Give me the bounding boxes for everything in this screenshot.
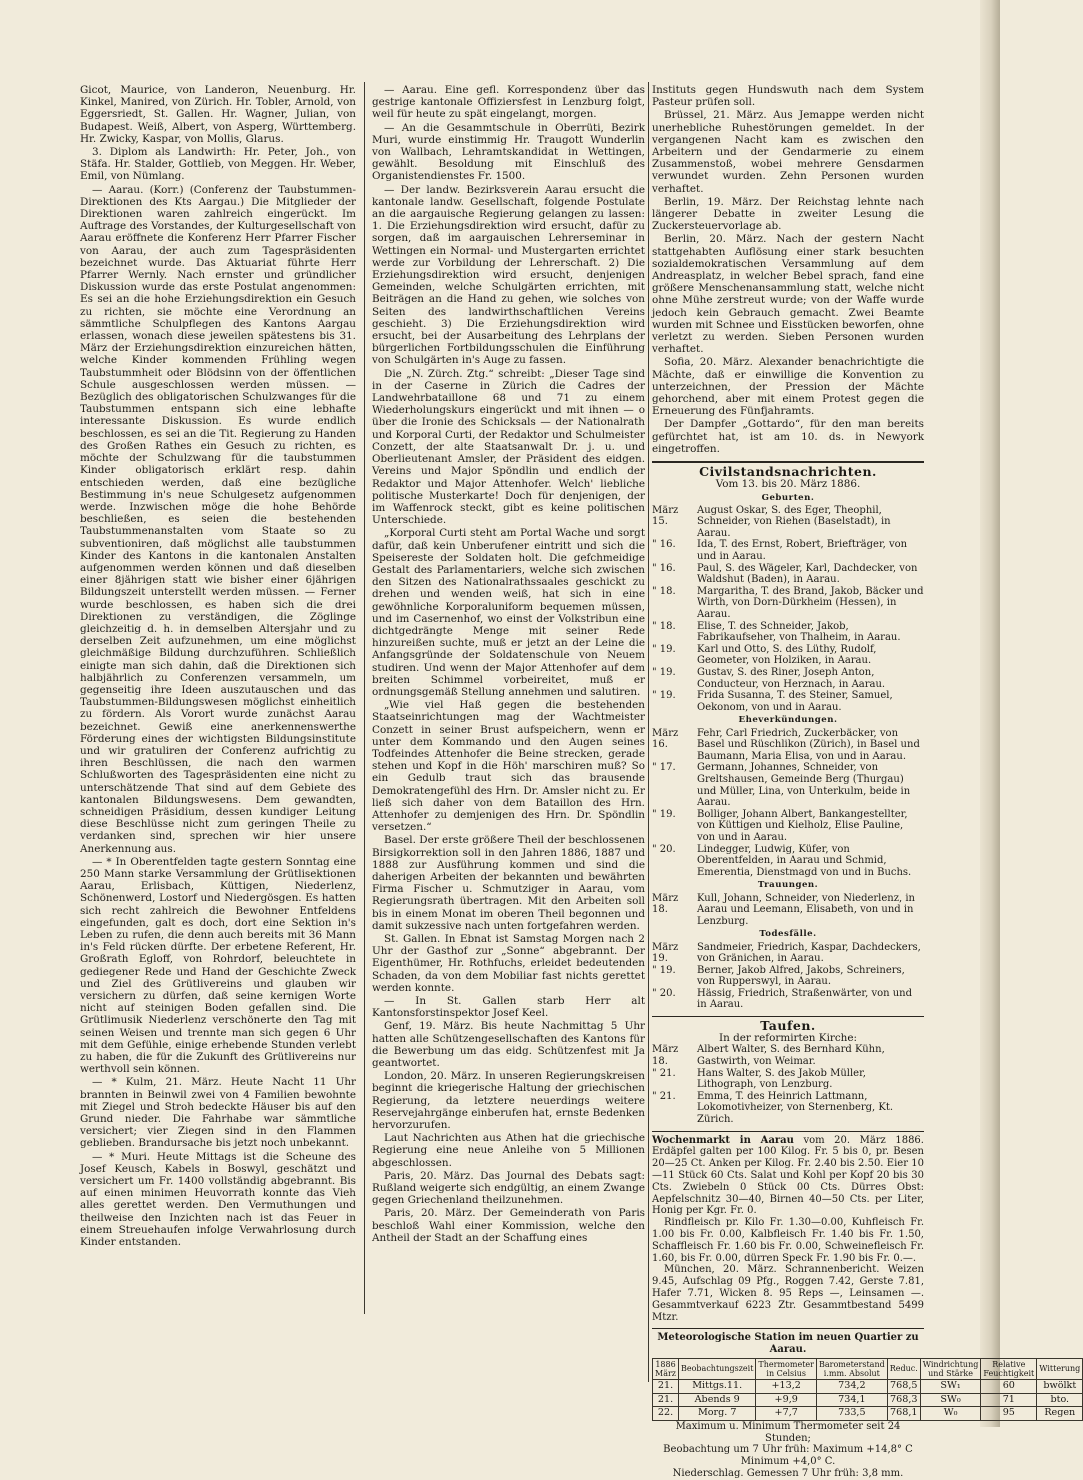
met-note-1: Maximum u. Minimum Thermometer seit 24 Stunden; <box>675 1420 901 1444</box>
list-item: März 16. Fehr, Carl Friedrich, Zuckerbäcker, von Basel und Rüschlikon (Zürich), in Basel und Baumann, Maria Elisa, von und in Aarau. <box>652 727 920 762</box>
baptisms-list <box>652 1044 924 1125</box>
article-muri: — * Muri. Heute Mittags ist die Scheune des Josef Keusch, Kabels in Boswyl, geschätzt und versichert um Fr. 1400 vollständig abgebrannt. Bis auf einen minimen Heuvorrath konnte das Vieh alles gerettet werden. Den Vermuthungen und theilweise den Inzichten nach ist das Feuer in einem Streuehaufen infolge Verwahrlosung durch Kinder entstanden. <box>80 1150 356 1249</box>
met-note-3: Minimum +4,0° C. <box>740 1456 836 1468</box>
page-edge-shadow <box>980 0 1000 1427</box>
market-title: Wochenmarkt in Aarau <box>652 1134 794 1146</box>
civil-registry-range: Vom 13. bis 20. März 1886. <box>715 478 861 491</box>
market-date: vom 20. März 1886. <box>803 1134 924 1146</box>
article-oberentfelden: — * In Oberentfelden tagte gestern Sonntag eine 250 Mann starke Versammlung der Grütlisektionen Aarau, Erlisbach, Küttigen, Niederlenz, Schönenwerd, Lostorf und Niedergösgen. Es hatten sich recht zahlreich die Bewohner Entfeldens eingefunden, galt es doch, dort eine Sektion in's Leben zu rufen, die denn auch bereits mit 36 Mann in's Feld rücken dürfte. Der erbetene Referent, Hr. Großrath Egloff, von Rohrdorf, beleuchtete in gediegener Rede und Hand der Geschichte Zweck und Ziel des Grütlivereins und glauben wir versichern zu dürfen, daß seine kernigen Worte nicht auf steinigen Boden gefallen sind. Die Grütlimusik Niederlenz verschönerte den Tag mit seinen Weisen und trennte man sich gegen 6 Uhr mit dem Gefühle, einige erhebende Stunden verlebt zu haben, die für die Zukunft des Grütlivereins nur werthvoll sein können. <box>80 855 356 1076</box>
article-aarau-taubstummen: — Aarau. (Korr.) (Conferenz der Taubstummen-Direktionen des Kts Aargau.) Die Mitglieder der Direktionen waren zahlreich eingerückt. Im Auftrage des Vorstandes, der Kulturgesellschaft von Aarau eröffnete die Konferenz Herr Pfarrer Fischer von Aarau, der auch zum Tagespräsidenten bezeichnet wurde. Das Aktuariat führte Herr Pfarrer Wernly. Nach ernster und gründlicher Diskussion wurde das erste Postulat angenommen: Es sei an die hohe Erziehungsdirektion ein Gesuch zu richten, sie möchte eine Verordnung an sämmtliche Schulpflegen des Kantons Aargau erlassen, wonach diese jeweilen spätestens bis 31. März der Erziehungsdirektion einzureichen hätten, welche Kinder kommenden Frühling wegen Taubstummheit oder Blödsinn von der öffentlichen Schule ausgeschlossen werden müssen. — Bezüglich des obligatorischen Schulzwanges für die Taubstummen entspann sich eine lebhafte interessante Diskussion. Es wurde endlich beschlossen, es sei an die Tit. Regierung zu Handen des Großen Rathes ein Gesuch zu richten, es möchte der Schulzwang für die taubstummen Kinder obligatorisch erklärt resp. dahin entschieden werden, daß eine bezügliche Bestimmung in's neue Schulgesetz aufgenommen werde. Inzwischen möge die hohe Behörde beschließen, es seien die bestehenden Taubstummenanstalten vom Staate so zu subventioniren, daß möglichst alle taubstummen Kinder des Kantons in die kantonalen Anstalten aufgenommen werden können und daß dieselben einer 8jährigen statt wie bisher einer 6jährigen Bildungszeit unterstellt werden müssen. — Ferner wurde beschlossen, es haben sich die drei Direktionen zu verständigen, die Zöglinge gleichzeitig d. h. in demselben Altersjahr und zu derselben Zeit aufzunehmen, um eine möglichst gleichmäßige Bildung durchzuführen. Schließlich einigte man sich dahin, daß die Direktionen sich halbjährlich zu Conferenzen versammeln, um gegenseitig ihre Ideen auszutauschen und das Taubstummen-Bildungswesen möglichst einheitlich zu fördern. Als Vorort wurde zunächst Aarau bezeichnet. Gewiß eine anerkennenswerthe Förderung eines der wichtigsten Bildungsinstitute und wir gratuliren der Conferenz aufrichtig zu ihren Beschlüssen, die nach den warmen Schlußworten des Tagespräsidenten eine nicht zu unterschätzende That sind auf dem Gebiete des kantonalen Bildungswesens. Dem gewandten, schneidigen Präsidium, dessen kundiger Leitung diese Beschlüsse nicht zum geringen Theile zu verdanken sind, sprechen wir hier unsere Anerkennung aus. <box>80 183 356 855</box>
marriages-list <box>652 893 924 928</box>
list-item: " 18. Elise, T. des Schneider, Jakob, Fabrikaufseher, von Thalheim, in Aarau. <box>652 620 901 644</box>
column-1 <box>80 84 356 1249</box>
list-item: " 19. Frida Susanna, T. des Steiner, Samuel, Oekonom, von und in Aarau. <box>652 690 893 713</box>
article-paris-2: Paris, 20. März. Der Gemeinderath von Paris beschloß Wahl einer Kommission, welche den Antheil der Stadt an der Schaffung eines <box>372 1207 645 1244</box>
article-london: London, 20. März. In unseren Regierungskreisen beginnt die kriegerische Haltung der griechischen Regierung, da letztere neuerdings weitere Reservejahrgänge einberufen hat, ernste Bedenken hervorzurufen. <box>372 1070 645 1132</box>
article-berlin-2: Berlin, 20. März. Nach der gestern Nacht stattgehabten Auflösung einer stark besuchten sozialdemokratischen Versammlung auf dem Andreasplatz, in welcher Bebel sprach, fand eine größere Menschenansammlung statt, welche nicht ohne Mühe zerstreut wurde; von der Waffe wurde jedoch kein Gebrauch gemacht. Zwei Beamte wurden mit Schnee und Eisstücken beworfen, ohne verletzt zu werden. Sieben Personen wurden verhaftet. <box>652 233 924 356</box>
article-paris-1: Paris, 20. März. Das Journal des Debats sagt: Rußland weigerte sich endgültig, an einem Zwange gegen Griechenland theilzunehmen. <box>372 1169 645 1207</box>
article-bezirksverein: — Der landw. Bezirksverein Aarau ersucht die kantonale landw. Gesellschaft, folgende Postulate an die aargauische Regierung gelangen zu lassen: 1. Die Erziehungsdirektion wird ersucht, dafür zu sorgen, daß im aargauischen Lehrerseminar in Wettingen ein Normal- und Mustergarten errichtet werde zur Vorbildung der Lehrerschaft. 2) Die Erziehungsdirektion wird ersucht, denjenigen Gemeinden, welche Schulgärten errichten, mit Beiträgen an die Hand zu gehen, wie solches von Seiten des landwirthschaftlichen Vereins geschieht. 3) Die Erziehungsdirektion wird ersucht, bei der Ausarbeitung des Lehrplans der bürgerlichen Fortbildungsschulen die Einführung von Schulgärten in's Auge zu fassen. <box>372 183 645 367</box>
column-rule-2 <box>648 82 649 1382</box>
article-gottardo: Der Dampfer „Gottardo“, für den man bereits gefürchtet hat, ist am 10. ds. in Newyork eingetroffen. <box>652 418 924 455</box>
article-pasteur: Instituts gegen Hundswuth nach dem System Pasteur prüfen soll. <box>652 84 924 109</box>
met-station-title: Meteorologische Station im neuen Quartier zu Aarau. <box>657 1332 919 1356</box>
section-divider <box>652 1328 924 1329</box>
list-item: " 19. Gustav, S. des Riner, Joseph Anton, Conducteur, von Herznach, in Aarau. <box>652 667 886 690</box>
table-row: 21. Mittgs.11. +13,2 734,2 768,5 SW₁ 60 bwölkt <box>653 1379 1083 1393</box>
baptisms-title: Taufen. <box>760 1018 816 1034</box>
marriages-heading: Trauungen. <box>757 880 819 891</box>
banns-heading: Eheverkündungen. <box>738 715 838 726</box>
civil-registry-title: Civilstandsnachrichten. <box>699 464 877 480</box>
section-divider <box>652 1016 924 1017</box>
list-item: " 20. Hässig, Friedrich, Straßenwärter, von und in Aarau. <box>652 987 913 1011</box>
article-korporal-curti: „Korporal Curti steht am Portal Wache und sorgt dafür, daß kein Unberufener eintritt und sich die Speisereste der Soldaten holt. Die gefchmeidige Gestalt des Parlamentariers, welche sich zwischen den Sitzen des Nationalrathssaales geschickt zu drehen und wenden weiß, hat sich in eine gewöhnliche Korporaluniform bequemen müssen, und im Casernenhof, wo einst der Volkstribun eine dichtgedrängte Menge mit seiner Rede hinzureißen suchte, muß er jetzt an der Leine die Anfangsgründe der Soldatenschule von Neuem studiren. Und wenn der Major Attenhofer auf dem breiten Schimmel vorbeireitet, muß er ordnungsgemäß Stellung annehmen und salutiren. <box>372 527 645 698</box>
column-3 <box>652 84 1081 1480</box>
weather-table <box>652 1358 1083 1421</box>
munich-report: München, 20. März. Schrannenbericht. Weizen 9.45, Aufschlag 09 Pfg., Roggen 7.42, Gerste 7.81, Hafer 7.71, Wicken 8. 95 Reps —, Leinsamen —. Gesammtverkauf 6223 Ztr. Gesammtbestand 5499 Mtzr. <box>652 1264 924 1323</box>
article-sofia: Sofia, 20. März. Alexander benachrichtigte die Mächte, daß er einwillige die Konvention zu unterzeichnen, der Pression der Mächte gehorchend, aber mit einem Protest gegen die Erneuerung des Fünfjahramts. <box>652 356 924 418</box>
list-item: " 19. Bolliger, Johann Albert, Bankangestellter, von Küttigen und Kielholz, Elise Pauline, von und in Aarau. <box>652 808 908 843</box>
table-row: 21. Abends 9 +9,9 734,1 768,3 SW₀ 71 bto. <box>653 1393 1083 1407</box>
article-athen: Laut Nachrichten aus Athen hat die griechische Regierung eine neue Anleihe von 5 Millionen abgeschlossen. <box>372 1132 645 1169</box>
list-item: " 21. Hans Walter, S. des Jakob Müller, Lithograph, von Lenzburg. <box>652 1067 866 1091</box>
article-diploma-landwirth: 3. Diplom als Landwirth: Hr. Peter, Joh., von Stäfa. Hr. Stalder, Gottlieb, von Meggen. Hr. Weber, Emil, von Nümlang. <box>80 146 356 183</box>
deaths-list <box>652 942 924 1012</box>
baptisms-subtitle: In der reformirten Kirche: <box>718 1032 858 1045</box>
met-note-4: Niederschlag. Gemessen 7 Uhr früh: 3,8 mm. <box>672 1467 904 1479</box>
article-st-gallen: St. Gallen. In Ebnat ist Samstag Morgen nach 2 Uhr der Gasthof zur „Sonne“ abgebrannt. Der Eigenthümer, Hr. Rothfuchs, erleidet bedeutenden Schaden, da von dem Mobiliar fast nichts gerettet werden konnte. <box>372 933 645 994</box>
met-note-2: Beobachtung um 7 Uhr früh: Maximum +14,8° C <box>663 1444 913 1456</box>
article-aarau-offiziersfest: — Aarau. Eine gefl. Korrespondenz über das gestrige kantonale Offiziersfest in Lenzburg folgt, weil für heute zu spät eingelangt, morgen. <box>372 84 645 121</box>
list-item: " 21. Emma, T. des Heinrich Lattmann, Lokomotivheizer, von Sternenberg, Kt. Zürich. <box>652 1090 894 1126</box>
list-item: März 18. Kull, Johann, Schneider, von Niederlenz, in Aarau und Leemann, Elisabeth, von und in Lenzburg. <box>652 892 915 927</box>
list-item: " 18. Margaritha, T. des Brand, Jakob, Bäcker und Wirth, von Dorn-Dürkheim (Hessen), in Aarau. <box>652 585 924 621</box>
article-basel: Basel. Der erste größere Theil der beschlossenen Birsigkorrektion soll in den Jahren 1886, 1887 und 1888 zur Ausführung kommen und sind die daherigen Arbeiten der bekannten und bewährten Firma Fischer u. Schmutziger in Aarau, vom Regierungsrath übertragen. Mit den Arbeiten soll bis in einem Monat im oberen Theil begonnen und damit sukzessive nach unten fortgefahren werden. <box>372 834 645 932</box>
article-diploma-list: Gicot, Maurice, von Landeron, Neuenburg. Hr. Kinkel, Manired, von Zürich. Hr. Tobler, Arnold, von Eggersriedt, St. Gallen. Hr. Wagner, Julian, von Budapest. Weiß, Albert, von Asperg, Württemberg. Hr. Zwicky, Kaspar, von Mollis, Glarus. <box>80 84 356 145</box>
list-item: März 19. Sandmeier, Friedrich, Kaspar, Dachdeckers, von Gränichen, in Aarau. <box>652 941 921 965</box>
table-header: 1886 März Beobachtungszeit Thermometer in Celsius Barometerstand i.mm. Absolut Reduc. Windrichtung und Stärke Relative Feuchtigkeit Witterung <box>653 1358 1083 1379</box>
article-bruessel: Brüssel, 21. März. Aus Jemappe werden nicht unerhebliche Ruhestörungen gemeldet. In der vergangenen Nacht kam es zwischen den Arbeitern und der Gendarmerie zu einem Zusammenstoß, wobei mehrere Gensdarmen verwundet wurden. Zehn Personen wurden verhaftet. <box>652 109 924 195</box>
births-heading: Geburten. <box>761 492 815 503</box>
list-item: " 19. Berner, Jakob Alfred, Jakobs, Schreiners, von Rupperswyl, in Aarau. <box>652 964 905 988</box>
article-oberrueti: — An die Gesammtschule in Oberrüti, Bezirk Muri, wurde einstimmig Hr. Traugott Wunderlin von Wallbach, Lehramtskandidat in Wettingen, gewählt. Besoldung mit Einschluß des Organistendienstes Fr. 1500. <box>372 121 645 183</box>
births-list <box>652 505 924 714</box>
list-item: " 16. Paul, S. des Wägeler, Karl, Dachdecker, von Waldshut (Baden), in Aarau. <box>652 562 918 586</box>
table-row: 22. Morg. 7 +7,7 733,5 768,1 W₀ 95 Regen <box>653 1407 1083 1421</box>
meat-prices: Rindfleisch pr. Kilo Fr. 1.30—0.00, Kuhfleisch Fr. 1.00 bis Fr. 0.00, Kalbfleisch Fr. 1.40 bis Fr. 1.50, Schaffleisch Fr. 1.60 bis Fr. 0.00, Schweinefleisch Fr. 1.60, bis Fr. 0.00, dürren Speck Fr. 1.90 bis Fr. 0.—. <box>652 1217 924 1264</box>
section-divider <box>652 1131 924 1132</box>
article-st-gallen-keel: — In St. Gallen starb Herr alt Kantonsforstinspektor Josef Keel. <box>372 995 645 1020</box>
market-text: Erdäpfel galten per 100 Kilog. Fr. 5 bis 0, pr. Besen 20—25 Ct. Anken per Kilog. Fr. 2.40 bis 2.50. Eier 10—11 Stück 60 Cts. Salat und Kohl per Kopf 20 bis 30 Cts. Zwiebeln 0 Stück 00 Cts. Dürres Obst: Aepfelschnitz 30—40, Birnen 40—50 Cts. per Liter, Honig per Kgr. Fr. 0. <box>652 1146 924 1217</box>
banns-list <box>652 728 924 879</box>
article-berlin-1: Berlin, 19. März. Der Reichstag lehnte nach längerer Debatte in zweiter Lesung die Zuckersteuervorlage ab. <box>652 195 924 233</box>
section-divider <box>652 461 924 463</box>
list-item: " 16. Ida, T. des Ernst, Robert, Briefträger, von und in Aarau. <box>652 539 908 563</box>
article-wachtmeister: „Wie viel Haß gegen die bestehenden Staatseinrichtungen mag der Wachtmeister Conzett in seiner Brust aufspeichern, wenn er unter dem Kommando und den Augen seines Todfeindes Attenhofer die Beine strecken, gerade stehen und Kopf in die Höh' marschiren muß? So ein Gedulb traut sich das brausende Demokratengefühl des Hrn. Dr. Amsler nicht zu. Er ließ sich daher von dem Bataillon des Hrn. Attenhofer zu demjenigen des Hrn. Dr. Spöndlin versetzen.“ <box>372 699 645 834</box>
list-item: " 19. Karl und Otto, S. des Lüthy, Rudolf, Geometer, von Holziken, in Aarau. <box>652 643 877 667</box>
column-2 <box>372 84 645 1245</box>
list-item: März 15. August Oskar, S. des Eger, Theophil, Schneider, von Riehen (Baselstadt), in Aarau. <box>652 504 891 539</box>
article-genf: Genf, 19. März. Bis heute Nachmittag 5 Uhr hatten alle Schützengesellschaften des Kantons für die Bewerbung um das eidg. Schützenfest mit Ja geantwortet. <box>372 1020 645 1070</box>
list-item: März 18. Albert Walter, S. des Bernhard Kühn, Gastwirth, von Weimar. <box>652 1044 885 1068</box>
article-nzz-quote: Die „N. Zürch. Ztg.“ schreibt: „Dieser Tage sind in der Caserne in Zürich die Cadres der Landwehrbataillone 68 und 71 zu einem Wiederholungskurs eingerückt und mit ihnen — o über die Ironie des Schicksals — der Nationalrath und Korporal Curti, der Redaktor und Schulmeister Conzett, der alte Staatsanwalt Dr. j. u. und Oberlieutenant Amsler, der Präsident des eidgen. Vereins und Major Spöndlin und endlich der Redaktor und Major Attenhofer. Welch' liebliche politische Musterkarte! Doch für denjenigen, der im Waffenrock steckt, gibt es keine politischen Unterschiede. <box>372 367 645 527</box>
list-item: " 20. Lindegger, Ludwig, Küfer, von Oberentfelden, in Aarau und Schmid, Emerentia, Dienstmagd von und in Buchs. <box>652 843 912 878</box>
column-rule-1 <box>364 82 365 1314</box>
market-report <box>652 1135 924 1218</box>
deaths-heading: Todesfälle. <box>759 929 817 940</box>
list-item: " 17. Germann, Johannes, Schneider, von Greltshausen, Gemeinde Berg (Thurgau) und Müller, Lina, von Unterkulm, beide in Aarau. <box>652 762 911 809</box>
article-kulm: — * Kulm, 21. März. Heute Nacht 11 Uhr brannten in Beinwil zwei von 4 Familien bewohnte mit Ziegel und Stroh bedeckte Häuser bis auf den Grund nieder. Die Fahrhabe war sämmtliche versichert; vier Ziegen sind in den Flammen geblieben. Brandursache bis jetzt noch unbekannt. <box>80 1076 356 1150</box>
